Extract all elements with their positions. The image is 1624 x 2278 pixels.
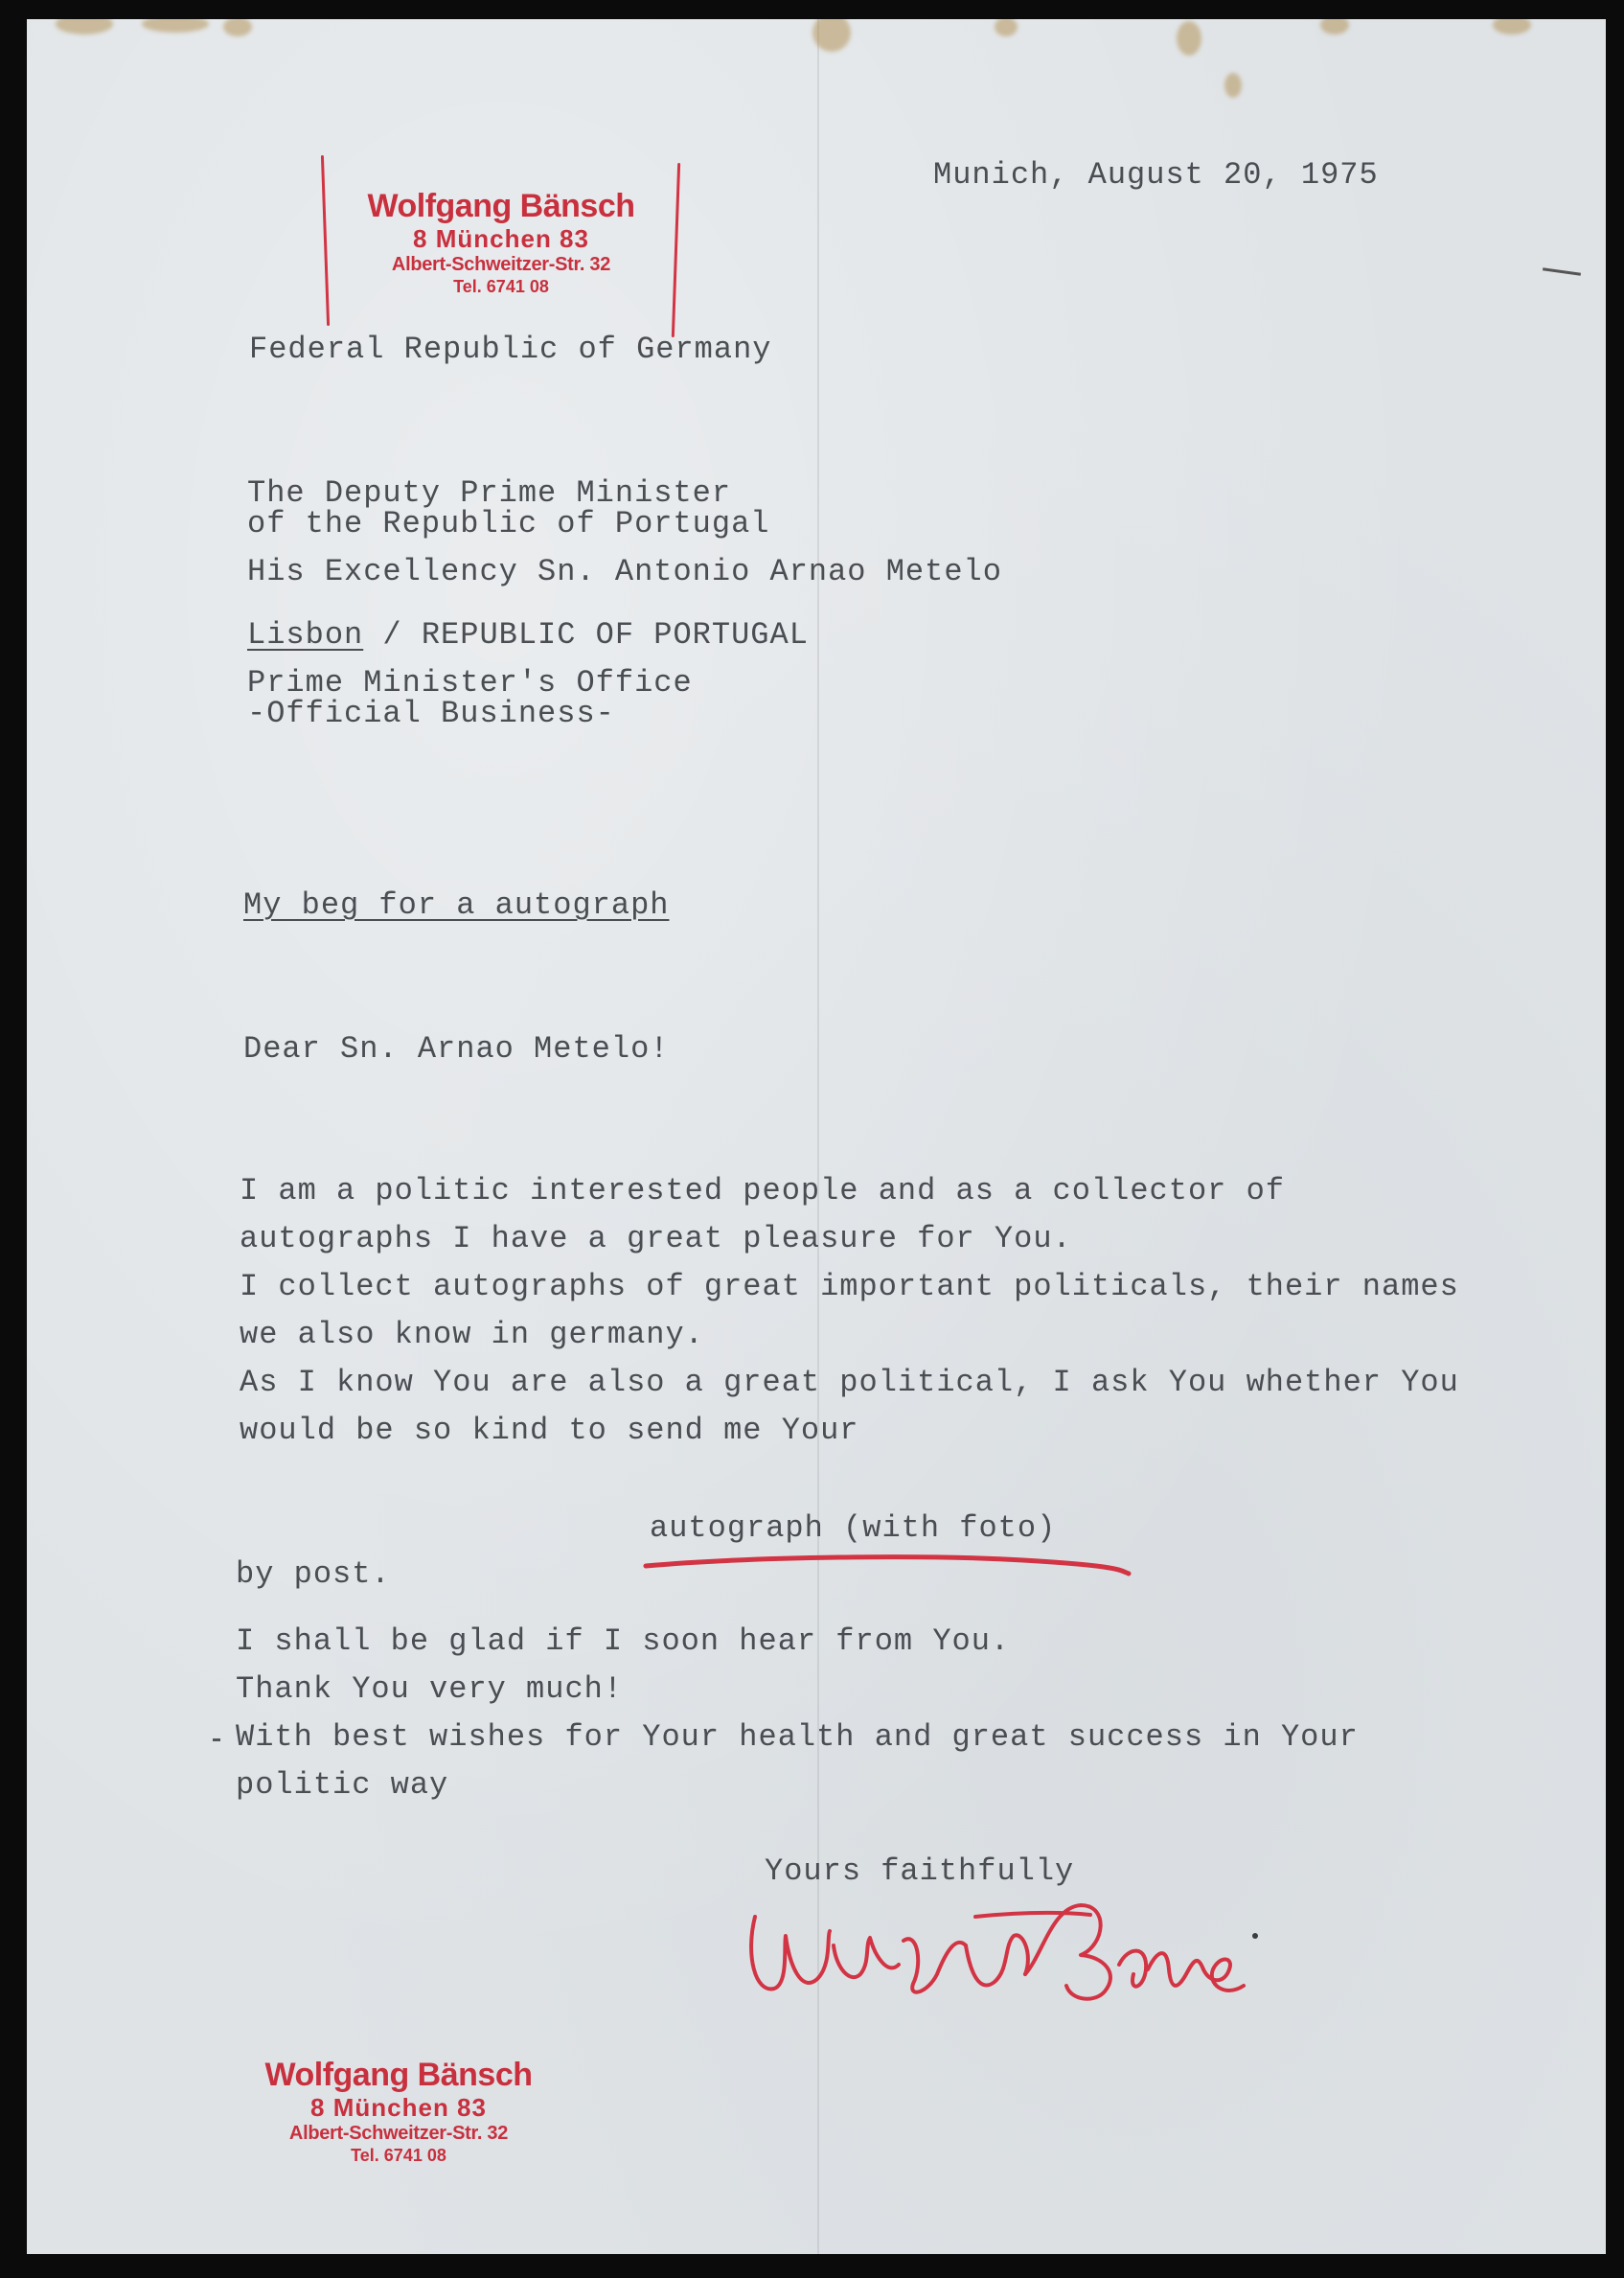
- footer-stamp-name: Wolfgang Bänsch: [264, 2057, 533, 2093]
- letterhead-city: 8 München 83: [413, 224, 589, 253]
- letterhead-name: Wolfgang Bänsch: [367, 188, 635, 224]
- request-item: autograph (with foto): [650, 1510, 1057, 1546]
- recipient-line-3: His Excellency Sn. Antonio Arnao Metelo: [247, 554, 1002, 589]
- salutation: Dear Sn. Arnao Metelo!: [243, 1031, 670, 1067]
- subject-line: My beg for a autograph: [243, 887, 670, 923]
- stain: [812, 19, 851, 52]
- stain: [1177, 21, 1201, 56]
- stain: [1224, 73, 1242, 98]
- closing-line-3: With best wishes for Your health and great success in Your: [236, 1719, 1359, 1755]
- margin-mark: [1543, 267, 1581, 276]
- letterhead-stamp: [333, 188, 669, 297]
- body-line-6: would be so kind to send me Your: [240, 1413, 859, 1448]
- recipient-city: Lisbon: [247, 617, 364, 653]
- stain: [1493, 19, 1531, 35]
- recipient-office: Prime Minister's Office: [247, 665, 693, 701]
- stain: [995, 19, 1018, 36]
- closing-line-4: politic way: [236, 1767, 449, 1803]
- recipient-country: / REPUBLIC OF PORTUGAL: [363, 617, 809, 653]
- body-line-5: As I know You are also a great political, I ask You whether You: [240, 1365, 1459, 1400]
- handwritten-signature: [726, 1878, 1263, 2032]
- letter-page: [27, 19, 1606, 2254]
- request-underline: [640, 1549, 1138, 1587]
- body-line-4: we also know in germany.: [240, 1317, 704, 1352]
- stamp-bracket-left: [321, 155, 330, 326]
- margin-dash: [213, 1738, 220, 1741]
- recipient-note: -Official Business-: [247, 696, 615, 731]
- stain: [142, 19, 209, 33]
- recipient-line-1: The Deputy Prime Minister: [247, 475, 732, 511]
- letterhead-street: Albert-Schweitzer-Str. 32: [391, 254, 611, 275]
- sender-country: Federal Republic of Germany: [249, 332, 772, 367]
- stain: [223, 19, 252, 36]
- footer-stamp: [245, 2057, 552, 2166]
- body-line-1: I am a politic interested people and as a collector of: [240, 1173, 1285, 1208]
- stain: [1320, 19, 1349, 35]
- by-post: by post.: [236, 1556, 391, 1592]
- footer-stamp-street: Albert-Schweitzer-Str. 32: [288, 2123, 509, 2144]
- body-line-3: I collect autographs of great important politicals, their names: [240, 1269, 1459, 1304]
- body-line-2: autographs I have a great pleasure for You.: [240, 1221, 1072, 1256]
- valediction: Yours faithfully: [765, 1853, 1075, 1889]
- dateline: Munich, August 20, 1975: [933, 157, 1379, 193]
- footer-stamp-city: 8 München 83: [310, 2093, 487, 2122]
- stamp-bracket-right: [672, 163, 680, 337]
- footer-stamp-tel: Tel. 6741 08: [351, 2146, 446, 2165]
- stain: [56, 19, 113, 35]
- closing-line-1: I shall be glad if I soon hear from You.: [236, 1623, 1011, 1659]
- recipient-line-2: of the Republic of Portugal: [247, 506, 770, 541]
- letterhead-tel: Tel. 6741 08: [453, 277, 549, 296]
- recipient-city-line: [247, 619, 809, 652]
- closing-line-2: Thank You very much!: [236, 1671, 624, 1707]
